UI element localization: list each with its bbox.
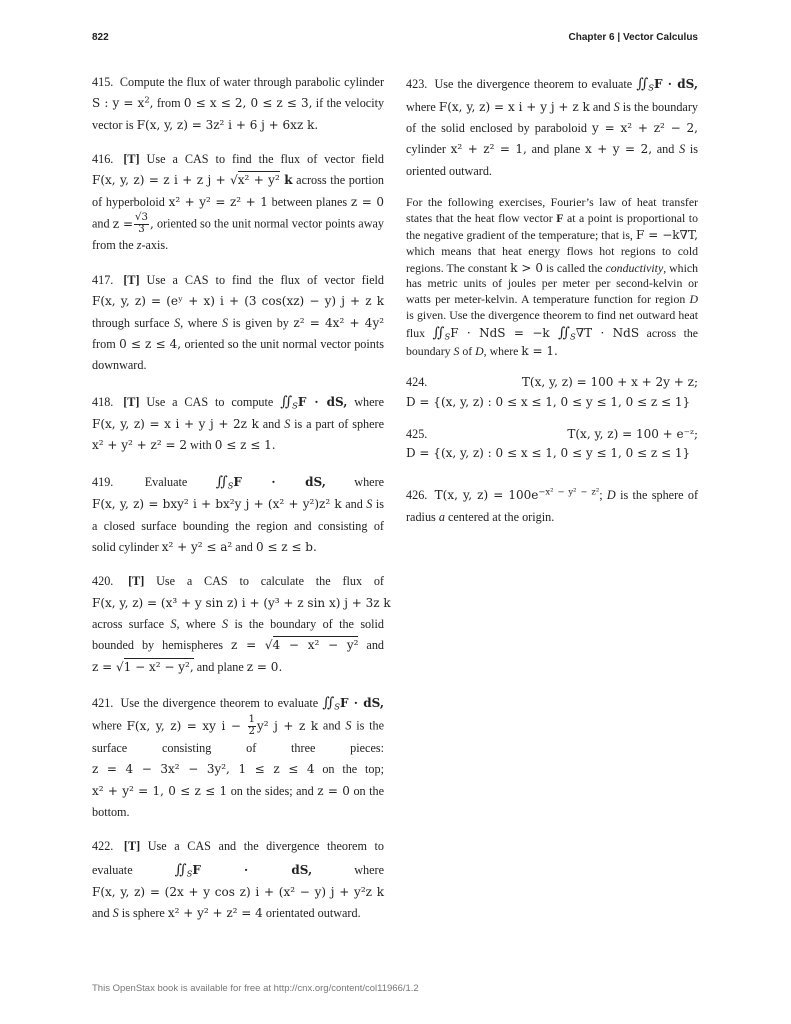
var: S bbox=[679, 142, 686, 157]
math-integral bbox=[280, 395, 347, 409]
math: z = bbox=[112, 216, 134, 231]
math-field: F(x, y, z) = x i + y j + z k bbox=[438, 99, 590, 114]
text: Use a CAS to calculate the flux of bbox=[156, 574, 384, 589]
subscript: S bbox=[292, 400, 298, 411]
var: S bbox=[112, 906, 119, 921]
math: F(x, y, z) = z i + z j + bbox=[92, 173, 226, 188]
integral-sign: ∬ bbox=[174, 861, 187, 878]
math-sphere: x² + y² + z² = 2 bbox=[92, 438, 187, 453]
exercise-417 bbox=[92, 270, 384, 377]
math: ∇T · NdS bbox=[575, 326, 640, 341]
text: is a part of sphere bbox=[294, 417, 385, 432]
fraction bbox=[134, 213, 149, 235]
math: S : y = x bbox=[92, 96, 145, 111]
text: oriented so the unit normal vector points away from the bbox=[92, 216, 385, 253]
text: where bbox=[406, 99, 436, 114]
text: on the sides; and bbox=[230, 783, 314, 798]
math-hemisphere: z = √4 − x² − y² bbox=[231, 638, 359, 653]
math-piece-bottom: z = 0 bbox=[317, 783, 350, 798]
math-piece-sides: x² + y² = 1, 0 ≤ z ≤ 1 bbox=[92, 783, 228, 798]
subscript: S bbox=[569, 331, 576, 342]
text: Use the divergence theorem to evaluate bbox=[434, 77, 633, 91]
text: is oriented outward. bbox=[406, 142, 699, 178]
integral-sign: ∬ bbox=[432, 325, 445, 342]
text: between planes bbox=[271, 194, 348, 209]
text: ; bbox=[599, 488, 603, 503]
subscript: S bbox=[648, 82, 655, 93]
text: if the velocity vector is bbox=[92, 96, 385, 132]
var: S bbox=[222, 616, 229, 631]
math-integral bbox=[322, 696, 384, 710]
math-field: F(x, y, z) = 3z² i + 6 j + 6xz k. bbox=[136, 117, 319, 132]
math-surface: z² = 4x² + 4y² bbox=[293, 315, 385, 330]
text: oriented so the unit normal vector points downward. bbox=[92, 336, 384, 373]
text: Use the divergence theorem to evaluate bbox=[120, 695, 319, 710]
text: and plane bbox=[196, 659, 244, 674]
integral-sign: ∬ bbox=[636, 76, 649, 92]
var: S bbox=[366, 497, 373, 512]
exercise-number: 425. bbox=[406, 426, 428, 441]
var: S bbox=[345, 719, 352, 734]
text: centered at the origin. bbox=[447, 510, 555, 525]
math-field: F(x, y, z) = x i + y j + 2z k bbox=[92, 417, 259, 432]
denominator: 2 bbox=[248, 726, 255, 738]
text: and plane bbox=[531, 142, 581, 157]
integrand: F · dS, bbox=[233, 474, 326, 489]
math: k bbox=[284, 173, 293, 188]
math: z = bbox=[92, 659, 113, 674]
text: where bbox=[354, 394, 385, 409]
text: where bbox=[354, 474, 385, 489]
text: from bbox=[156, 96, 181, 111]
math-temperature: T(x, y, z) = 100 + x + 2y + z; bbox=[521, 375, 698, 390]
cas-tag: [T] bbox=[123, 839, 141, 854]
chapter-title: Chapter 6 | Vector Calculus bbox=[568, 32, 698, 43]
page-number: 822 bbox=[92, 32, 109, 43]
math: 1 − x² − y², bbox=[123, 659, 194, 674]
exercise-number: 421. bbox=[92, 695, 114, 710]
text: , which has metric units of joules per meter per second-kelvin or watts per meter-kelvin. A temperature function for region bbox=[406, 260, 698, 307]
text: Use a CAS to compute bbox=[146, 394, 274, 409]
text: where bbox=[187, 315, 218, 330]
exercise-number: 419. bbox=[92, 474, 114, 489]
text: where bbox=[489, 344, 519, 359]
math-cylinder: x² + y² ≤ a² bbox=[161, 539, 233, 554]
text: and bbox=[345, 497, 363, 512]
math-field: F(x, y, z) = (2x + y cos z) i + (x² − y) j + y²z k bbox=[92, 885, 384, 900]
math-plane: z = 0. bbox=[246, 659, 283, 674]
text: and bbox=[262, 417, 281, 432]
math-flux bbox=[433, 326, 640, 340]
math-region: D = {(x, y, z) : 0 ≤ x ≤ 1, 0 ≤ y ≤ 1, 0 ≤ z ≤ 1} bbox=[406, 446, 691, 461]
math: F(x, y, z) = xy i − bbox=[126, 719, 241, 734]
exercise-number: 418. bbox=[92, 394, 114, 409]
text: on the top; bbox=[322, 762, 384, 777]
text: orientated outward. bbox=[265, 906, 361, 921]
math-surface: S : $y = x^2$, bbox=[92, 94, 154, 111]
var: S bbox=[453, 344, 460, 359]
text: is the boundary of the solid enclosed by paraboloid bbox=[406, 99, 698, 135]
text: Evaluate bbox=[144, 474, 188, 489]
numerator: √3 bbox=[135, 212, 149, 224]
subscript: S bbox=[227, 480, 234, 491]
text: on the bottom. bbox=[92, 783, 385, 819]
math-field bbox=[126, 714, 319, 738]
text: across the portion of hyperboloid bbox=[92, 173, 385, 209]
text: of bbox=[462, 344, 473, 359]
math-temperature bbox=[434, 486, 603, 503]
cas-tag: [T] bbox=[123, 152, 140, 167]
exercise-number: 426. bbox=[406, 488, 428, 503]
text: Use a CAS to find the flux of vector field bbox=[146, 152, 384, 167]
right-column bbox=[406, 72, 698, 542]
text: cylinder bbox=[406, 142, 446, 157]
math: T(x, y, z) = 100e bbox=[434, 488, 539, 503]
text: where bbox=[354, 862, 385, 877]
text: For the following exercises, Fourier’s law of heat transfer states that the heat flow vector bbox=[406, 194, 698, 225]
exercise-number: 422. bbox=[92, 839, 114, 854]
footer-note: This OpenStax book is available for free at http://cnx.org/content/col11966/1.2 bbox=[92, 983, 419, 994]
math: F · NdS = −k bbox=[450, 326, 550, 341]
fraction bbox=[248, 715, 256, 737]
text: which means that heat energy flows hot regions to cold regions. The constant bbox=[406, 243, 698, 275]
text: is the surface consisting of three pieces: bbox=[92, 719, 384, 755]
text: where bbox=[92, 719, 122, 734]
math-plane: z = $\frac{√3}{3}$ , bbox=[112, 212, 154, 235]
left-column bbox=[92, 72, 391, 938]
text: -axis. bbox=[141, 238, 169, 253]
text: and bbox=[322, 719, 341, 734]
text: and bbox=[235, 539, 253, 554]
math: k > 0 bbox=[510, 260, 543, 275]
exercise-number: 415. bbox=[92, 75, 114, 89]
math: x² + y² bbox=[237, 173, 280, 188]
math-piece-top: z = 4 − 3x² − 3y², 1 ≤ z ≤ 4 bbox=[92, 762, 315, 777]
math-field: F(x, y, z) = bxy² i + bx²y j + (x² + y²)z² k bbox=[92, 497, 342, 512]
exercise-number: 416. bbox=[92, 152, 114, 167]
text: is called the bbox=[546, 260, 603, 275]
text: Use a CAS to find the flux of vector field bbox=[146, 272, 384, 287]
numerator: 1 bbox=[248, 714, 255, 726]
exercise-419 bbox=[92, 470, 384, 559]
math-field: F(x, y, z) = (x³ + y sin z) i + (y³ + z sin x) j + 3z k bbox=[92, 595, 391, 610]
exercise-row bbox=[406, 425, 698, 445]
cas-tag: [T] bbox=[123, 272, 140, 287]
text: where bbox=[185, 616, 216, 631]
math: y² j + z k bbox=[256, 719, 319, 734]
exercise-number: 417. bbox=[92, 272, 114, 287]
math: k = 1. bbox=[521, 344, 558, 359]
text: is given by bbox=[232, 315, 289, 330]
text: Compute the flux of water through parabolic cylinder bbox=[119, 75, 385, 89]
text: and bbox=[366, 638, 385, 653]
exercise-row bbox=[406, 373, 698, 393]
integrand: F · dS, bbox=[340, 695, 385, 710]
text: and bbox=[592, 99, 611, 114]
integral-sign: ∬ bbox=[558, 325, 570, 342]
math-paraboloid: y = x² + z² − 2, bbox=[592, 120, 698, 135]
text: Use a CAS and the divergence theorem to evaluate bbox=[92, 839, 384, 877]
exercise-number: 424. bbox=[406, 375, 428, 390]
exercise-421 bbox=[92, 691, 384, 823]
var: S, bbox=[174, 315, 184, 330]
subscript: S bbox=[334, 701, 341, 712]
exercise-423 bbox=[406, 72, 698, 182]
integral-sign: ∬ bbox=[215, 473, 228, 490]
text: with bbox=[190, 438, 212, 453]
axis: z bbox=[136, 238, 142, 253]
text: across surface bbox=[92, 616, 164, 631]
text: is the boundary of the solid bounded by hemispheres bbox=[92, 616, 385, 653]
text: and bbox=[656, 142, 675, 157]
math-integral bbox=[216, 475, 326, 489]
integrand: F · dS, bbox=[192, 862, 313, 877]
var: S bbox=[613, 99, 620, 114]
math-range: 0 ≤ z ≤ b. bbox=[255, 539, 317, 554]
subscript: S bbox=[186, 868, 193, 879]
var: S bbox=[284, 417, 291, 432]
var: S, bbox=[170, 616, 180, 631]
text: and bbox=[92, 216, 110, 231]
text: through surface bbox=[92, 315, 170, 330]
exercise-426 bbox=[406, 485, 698, 529]
integrand: F · dS, bbox=[297, 394, 348, 409]
var: D bbox=[606, 488, 616, 503]
math-integral bbox=[175, 863, 313, 877]
math-range: 0 ≤ x ≤ 2, 0 ≤ z ≤ 3, bbox=[183, 96, 313, 111]
exercise-418 bbox=[92, 390, 384, 457]
text: from bbox=[92, 336, 116, 351]
math: z = 0 bbox=[350, 194, 384, 209]
denominator: 3 bbox=[138, 223, 145, 235]
math-region: D = {(x, y, z) : 0 ≤ x ≤ 1, 0 ≤ y ≤ 1, 0 ≤ z ≤ 1} bbox=[406, 394, 691, 409]
math-fourier-law: F = −k∇T, bbox=[635, 227, 698, 242]
math: 4 − x² − y² bbox=[272, 638, 359, 653]
math-cylinder: x² + z² = 1, bbox=[450, 142, 527, 157]
math-plane: x + y = 2, bbox=[585, 142, 653, 157]
math-field: F(x, y, z) = z i + z j + √x² + y² k bbox=[92, 173, 293, 188]
math-temperature: T(x, y, z) = 100 + e⁻ᶻ; bbox=[567, 426, 698, 441]
text: is a closed surface bounding the region and consisting of solid cylinder bbox=[92, 497, 385, 554]
math-hyperboloid: x² + y² = z² + 1 bbox=[168, 194, 268, 209]
exercise-number: 423. bbox=[406, 77, 428, 91]
exercise-424 bbox=[406, 373, 698, 412]
text: is the sphere of radius bbox=[406, 488, 699, 525]
text: is given. Use the divergence theorem to find net outward heat flux bbox=[406, 308, 698, 341]
var: D, bbox=[475, 344, 487, 359]
integral-sign: ∬ bbox=[280, 393, 293, 410]
exercise-416 bbox=[92, 149, 384, 257]
text: across the boundary bbox=[406, 326, 698, 359]
exercise-415 bbox=[92, 72, 384, 136]
exercise-420 bbox=[92, 571, 391, 678]
var: a bbox=[438, 510, 445, 525]
cas-tag: [T] bbox=[128, 574, 145, 589]
subscript: S bbox=[444, 331, 451, 342]
math-integral bbox=[636, 77, 698, 91]
math-field: F(x, y, z) = (eʸ + x) i + (3 cos(xz) − y) j + z k bbox=[92, 294, 384, 309]
math-range: 0 ≤ z ≤ 1. bbox=[214, 438, 276, 453]
cas-tag: [T] bbox=[123, 394, 140, 409]
math-range: 0 ≤ z ≤ 4, bbox=[119, 336, 182, 351]
integral-sign: ∬ bbox=[322, 694, 335, 711]
math: z = bbox=[231, 638, 257, 653]
integrand: F · dS, bbox=[654, 77, 699, 91]
math-hemisphere: z = √1 − x² − y², bbox=[92, 659, 194, 674]
var: D bbox=[689, 292, 699, 307]
fourier-intro bbox=[406, 195, 698, 360]
var: S bbox=[221, 315, 229, 330]
var: F bbox=[556, 210, 564, 225]
text: at a point is proportional to the negative gradient of the temperature; that is, bbox=[406, 210, 698, 242]
text: is sphere bbox=[121, 906, 165, 921]
exercise-number: 420. bbox=[92, 574, 114, 589]
exercise-422 bbox=[92, 836, 384, 925]
exponent: −x² − y² − z² bbox=[538, 486, 600, 497]
math-sphere: x² + y² + z² = 4 bbox=[167, 906, 263, 921]
text: and bbox=[92, 906, 110, 921]
exercise-425 bbox=[406, 425, 698, 464]
term-conductivity: conductivity bbox=[605, 260, 664, 275]
